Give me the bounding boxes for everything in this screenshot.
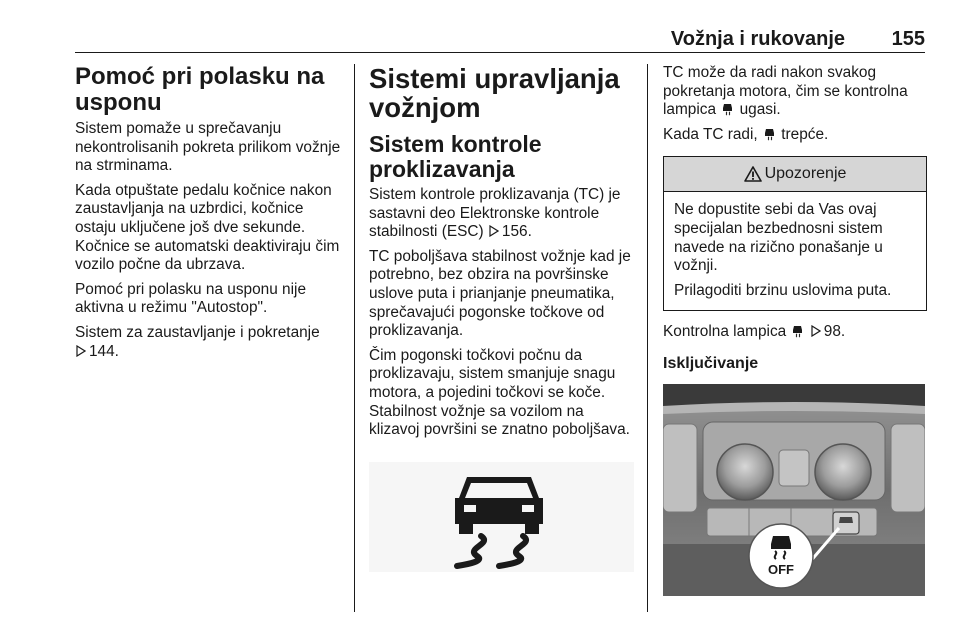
paragraph [663,64,927,120]
paragraph-text: Kada TC radi, [663,125,758,143]
page-reference-link[interactable]: 144. [89,342,119,360]
paragraph-text: TC može da radi nakon svakog pokretanja motora, čim se kontrolna lampica [663,64,908,119]
section-heading-hill-start: Pomoć pri polasku na usponu [75,63,325,116]
off-button-label: OFF [768,561,794,577]
paragraph-text: Sistem za zaustavljanje i pokretanje [75,323,320,341]
warning-box [663,156,927,311]
paragraph-text: Kontrolna lampica [663,323,787,341]
paragraph [663,323,927,342]
page-number: 155 [891,28,925,50]
center-console-photo [663,384,925,596]
column-divider [647,64,648,612]
skid-car-icon [764,128,775,141]
warning-header [664,157,926,192]
subsection-heading-switch-off: Isključivanje [663,354,759,372]
header-rule [75,52,925,53]
paragraph: Ne dopustite sebi da Vas ovaj specijalan bezbednosni sistem navede na rizično ponašanje u vožnji. [674,201,883,275]
page-reference-icon [811,325,821,337]
paragraph [663,126,927,145]
paragraph: Čim pogonski točkovi počnu da proklizavaju, sistem smanjuje snagu motora, a pojedini točkovi se koče. Stabilnost vožnje sa vozilom na klizavoj površini se znatno poboljšava. [369,346,630,439]
page-reference-icon [489,225,499,237]
page-reference-link[interactable]: 156. [501,223,532,241]
column-divider [354,64,355,612]
warning-body [664,192,926,310]
paragraph: Kada otpuštate pedalu kočnice nakon zaustavljanja na uzbrdici, kočnice ostaju uključene još dve sekunde. Kočnice se automatski deaktiviraju čim vozilo počne da ubrzava. [75,181,340,274]
paragraph: Pomoć pri polasku na usponu nije aktivna u režimu "Autostop". [75,280,307,317]
paragraph: TC poboljšava stabilnost vožnje kad je potrebno, bez obzira na površinske uslove puta i prianjanje pneumatika, sprečavajući pogonske točkove od proklizavanja. [369,247,631,340]
running-header-title: Vožnja i rukovanje [670,28,845,50]
page-reference-link[interactable]: 98. [823,323,846,341]
page-header [75,28,925,52]
paragraph-text: trepće. [781,125,829,143]
section-heading-driving-systems: Sistemi upravljanja vožnjom [369,63,620,123]
warning-triangle-icon [744,166,762,182]
skid-car-icon [722,103,733,116]
paragraph [369,186,634,242]
skid-car-icon [792,325,803,338]
subsection-heading-traction-control: Sistem kontrole proklizavanja [369,131,542,182]
warning-title: Upozorenje [764,165,847,183]
paragraph [75,324,343,361]
page-reference-icon [76,345,86,357]
column-left [75,64,343,367]
paragraph-text: ugasi. [739,101,781,119]
column-right [663,64,927,601]
paragraph-text: Sistem kontrole proklizavanja (TC) je sastavni deo Elektronske kontrole stabilnosti (ESC) [369,186,621,241]
paragraph: Prilagoditi brzinu uslovima puta. [674,281,892,299]
paragraph: Sistem pomaže u sprečavanju nekontrolisanih pokreta prilikom vožnje na strminama. [75,120,341,175]
column-middle [369,64,634,577]
traction-control-skid-car-icon [369,462,634,572]
